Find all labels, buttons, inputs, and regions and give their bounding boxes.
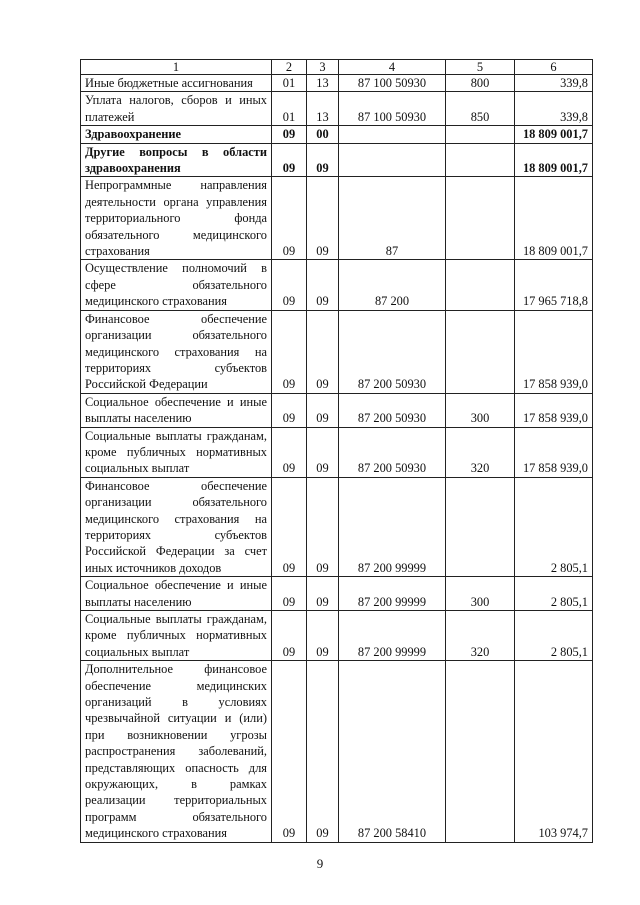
row-name-cell: Иные бюджетные ассигнования (81, 75, 272, 92)
row-name-cell: Финансовое обеспечение организации обязательного медицинского страхования на территориях субъектов Российской Федерации (81, 310, 272, 393)
budget-table (80, 59, 593, 843)
target-article-code-cell: 87 200 99999 (339, 611, 446, 661)
header-cell: 5 (446, 60, 515, 75)
expense-type-code-cell (446, 126, 515, 143)
target-article-code-cell: 87 200 50930 (339, 393, 446, 427)
target-article-code-cell: 87 200 99999 (339, 477, 446, 576)
section-code-cell: 09 (272, 177, 307, 260)
amount-cell: 18 809 001,7 (515, 177, 593, 260)
subsection-code-cell: 09 (307, 427, 339, 477)
header-cell: 2 (272, 60, 307, 75)
amount-cell: 339,8 (515, 92, 593, 126)
section-code-cell: 09 (272, 260, 307, 310)
row-name-cell: Осуществление полномочий в сфере обязательного медицинского страхования (81, 260, 272, 310)
section-code-cell: 09 (272, 477, 307, 576)
table-row (81, 611, 593, 661)
amount-cell: 2 805,1 (515, 577, 593, 611)
target-article-code-cell: 87 (339, 177, 446, 260)
target-article-code-cell: 87 200 50930 (339, 427, 446, 477)
section-code-cell: 09 (272, 611, 307, 661)
target-article-code-cell: 87 200 58410 (339, 661, 446, 842)
subsection-code-cell: 00 (307, 126, 339, 143)
expense-type-code-cell (446, 310, 515, 393)
expense-type-code-cell (446, 661, 515, 842)
amount-cell: 17 858 939,0 (515, 393, 593, 427)
table-row (81, 393, 593, 427)
expense-type-code-cell: 800 (446, 75, 515, 92)
table-row (81, 260, 593, 310)
subsection-code-cell: 13 (307, 75, 339, 92)
amount-cell: 2 805,1 (515, 611, 593, 661)
table-row (81, 92, 593, 126)
subsection-code-cell: 09 (307, 661, 339, 842)
row-name-cell: Социальное обеспечение и иные выплаты населению (81, 393, 272, 427)
expense-type-code-cell: 320 (446, 611, 515, 661)
target-article-code-cell (339, 126, 446, 143)
amount-cell: 17 858 939,0 (515, 310, 593, 393)
subsection-code-cell: 09 (307, 393, 339, 427)
section-code-cell: 01 (272, 92, 307, 126)
target-article-code-cell: 87 200 99999 (339, 577, 446, 611)
table-row (81, 177, 593, 260)
row-name-cell: Здравоохранение (81, 126, 272, 143)
section-code-cell: 09 (272, 577, 307, 611)
row-name-cell: Непрограммные направления деятельности органа управления территориального фонда обязательного медицинского страхования (81, 177, 272, 260)
subsection-code-cell: 09 (307, 260, 339, 310)
subsection-code-cell: 13 (307, 92, 339, 126)
amount-cell: 103 974,7 (515, 661, 593, 842)
table-row (81, 577, 593, 611)
target-article-code-cell: 87 100 50930 (339, 92, 446, 126)
row-name-cell: Уплата налогов, сборов и иных платежей (81, 92, 272, 126)
expense-type-code-cell: 320 (446, 427, 515, 477)
amount-cell: 18 809 001,7 (515, 126, 593, 143)
table-row (81, 143, 593, 177)
target-article-code-cell: 87 200 (339, 260, 446, 310)
page-number: 9 (316, 856, 324, 871)
target-article-code-cell: 87 100 50930 (339, 75, 446, 92)
expense-type-code-cell (446, 260, 515, 310)
subsection-code-cell: 09 (307, 477, 339, 576)
section-code-cell: 09 (272, 310, 307, 393)
expense-type-code-cell: 300 (446, 577, 515, 611)
subsection-code-cell: 09 (307, 577, 339, 611)
amount-cell: 17 965 718,8 (515, 260, 593, 310)
expense-type-code-cell (446, 143, 515, 177)
expense-type-code-cell (446, 177, 515, 260)
section-code-cell: 09 (272, 143, 307, 177)
header-cell: 4 (339, 60, 446, 75)
subsection-code-cell: 09 (307, 310, 339, 393)
expense-type-code-cell (446, 477, 515, 576)
subsection-code-cell: 09 (307, 611, 339, 661)
table-row (81, 427, 593, 477)
table-row (81, 75, 593, 92)
target-article-code-cell (339, 143, 446, 177)
section-code-cell: 09 (272, 126, 307, 143)
header-row (81, 60, 593, 75)
header-cell: 3 (307, 60, 339, 75)
amount-cell: 17 858 939,0 (515, 427, 593, 477)
table-row (81, 310, 593, 393)
row-name-cell: Финансовое обеспечение организации обязательного медицинского страхования на территориях субъектов Российской Федерации за счет иных источников доходов (81, 477, 272, 576)
section-code-cell: 01 (272, 75, 307, 92)
table-row (81, 126, 593, 143)
table-row (81, 477, 593, 576)
header-cell: 6 (515, 60, 593, 75)
amount-cell: 339,8 (515, 75, 593, 92)
row-name-cell: Социальные выплаты гражданам, кроме публичных нормативных социальных выплат (81, 427, 272, 477)
section-code-cell: 09 (272, 427, 307, 477)
amount-cell: 2 805,1 (515, 477, 593, 576)
amount-cell: 18 809 001,7 (515, 143, 593, 177)
expense-type-code-cell: 850 (446, 92, 515, 126)
row-name-cell: Социальные выплаты гражданам, кроме публичных нормативных социальных выплат (81, 611, 272, 661)
target-article-code-cell: 87 200 50930 (339, 310, 446, 393)
header-cell: 1 (81, 60, 272, 75)
row-name-cell: Дополнительное финансовое обеспечение медицинских организаций в условиях чрезвычайной ситуации и (или) при возникновении угрозы распространения заболеваний, представляющих опасность для окружающих, в рамках реализации территориальных программ обязательного медицинского страхования (81, 661, 272, 842)
row-name-cell: Другие вопросы в области здравоохранения (81, 143, 272, 177)
expense-type-code-cell: 300 (446, 393, 515, 427)
subsection-code-cell: 09 (307, 143, 339, 177)
table-row (81, 661, 593, 842)
subsection-code-cell: 09 (307, 177, 339, 260)
section-code-cell: 09 (272, 393, 307, 427)
section-code-cell: 09 (272, 661, 307, 842)
row-name-cell: Социальное обеспечение и иные выплаты населению (81, 577, 272, 611)
